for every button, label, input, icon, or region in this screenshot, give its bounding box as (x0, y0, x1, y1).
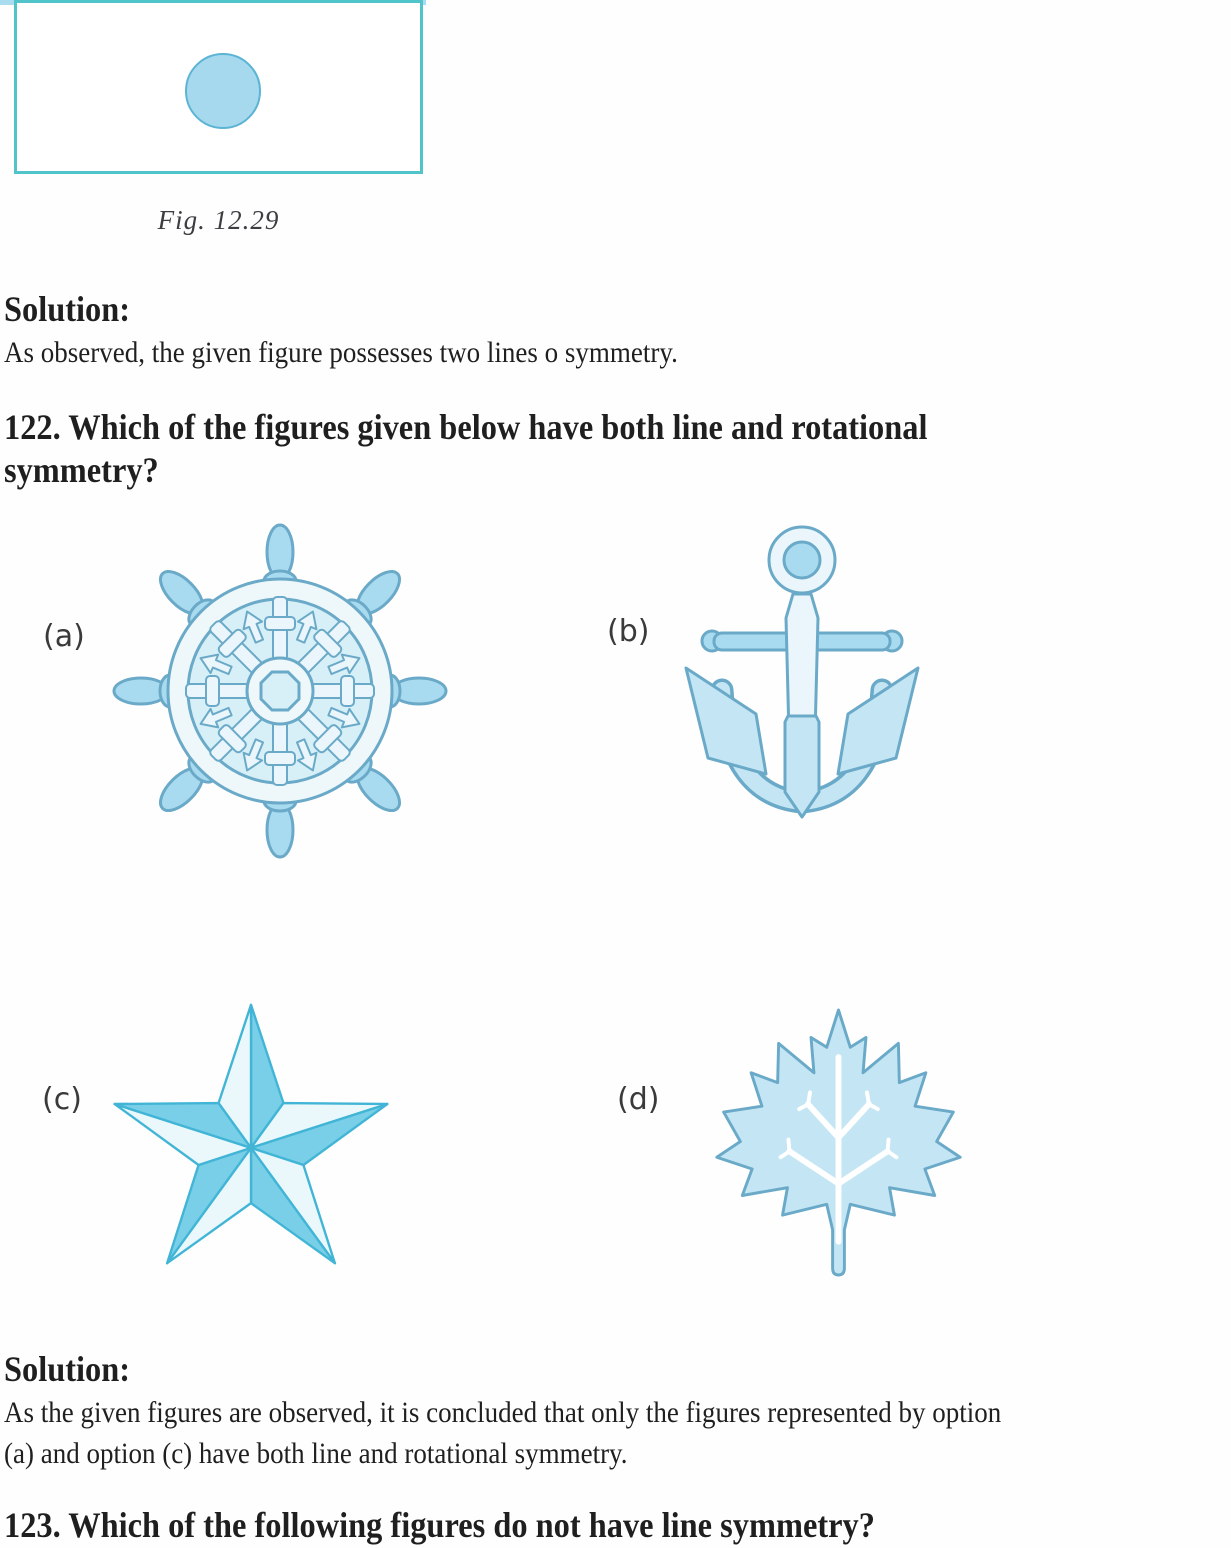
circle-shape (185, 53, 261, 129)
option-label-d: (d) (617, 1082, 660, 1117)
anchor-figure (672, 522, 932, 834)
question-123-heading: 123. Which of the following figures do not have line symmetry? (4, 1505, 875, 1545)
question-122-line-1: 122. Which of the figures given below have both line and rotational (4, 407, 928, 447)
wheel-hub-center (261, 672, 299, 710)
question-122-line-2: symmetry? (4, 450, 159, 490)
solution-1-heading: Solution: (4, 289, 131, 329)
solution-2-heading: Solution: (4, 1349, 131, 1389)
figure-12-29-box (14, 0, 423, 174)
option-label-a: (a) (43, 619, 85, 654)
maple-leaf-figure (706, 1002, 971, 1282)
option-label-b: (b) (607, 614, 650, 649)
anchor-crown (785, 716, 819, 817)
figure-caption: Fig. 12.29 (157, 205, 280, 235)
solution-2-line-2: (a) and option (c) have both line and rotational symmetry. (4, 1437, 628, 1470)
solution-1-text: As observed, the given figure possesses two lines o symmetry. (4, 336, 678, 369)
star-facets (115, 1005, 388, 1263)
option-label-c: (c) (42, 1082, 82, 1117)
question-122-heading (4, 406, 927, 492)
ship-wheel-figure (112, 521, 448, 861)
anchor-ring-hole (784, 542, 820, 578)
solution-2-text (4, 1392, 1001, 1474)
star-figure (108, 1000, 394, 1269)
solution-2-line-1: As the given figures are observed, it is concluded that only the figures represented by option (4, 1396, 1002, 1429)
